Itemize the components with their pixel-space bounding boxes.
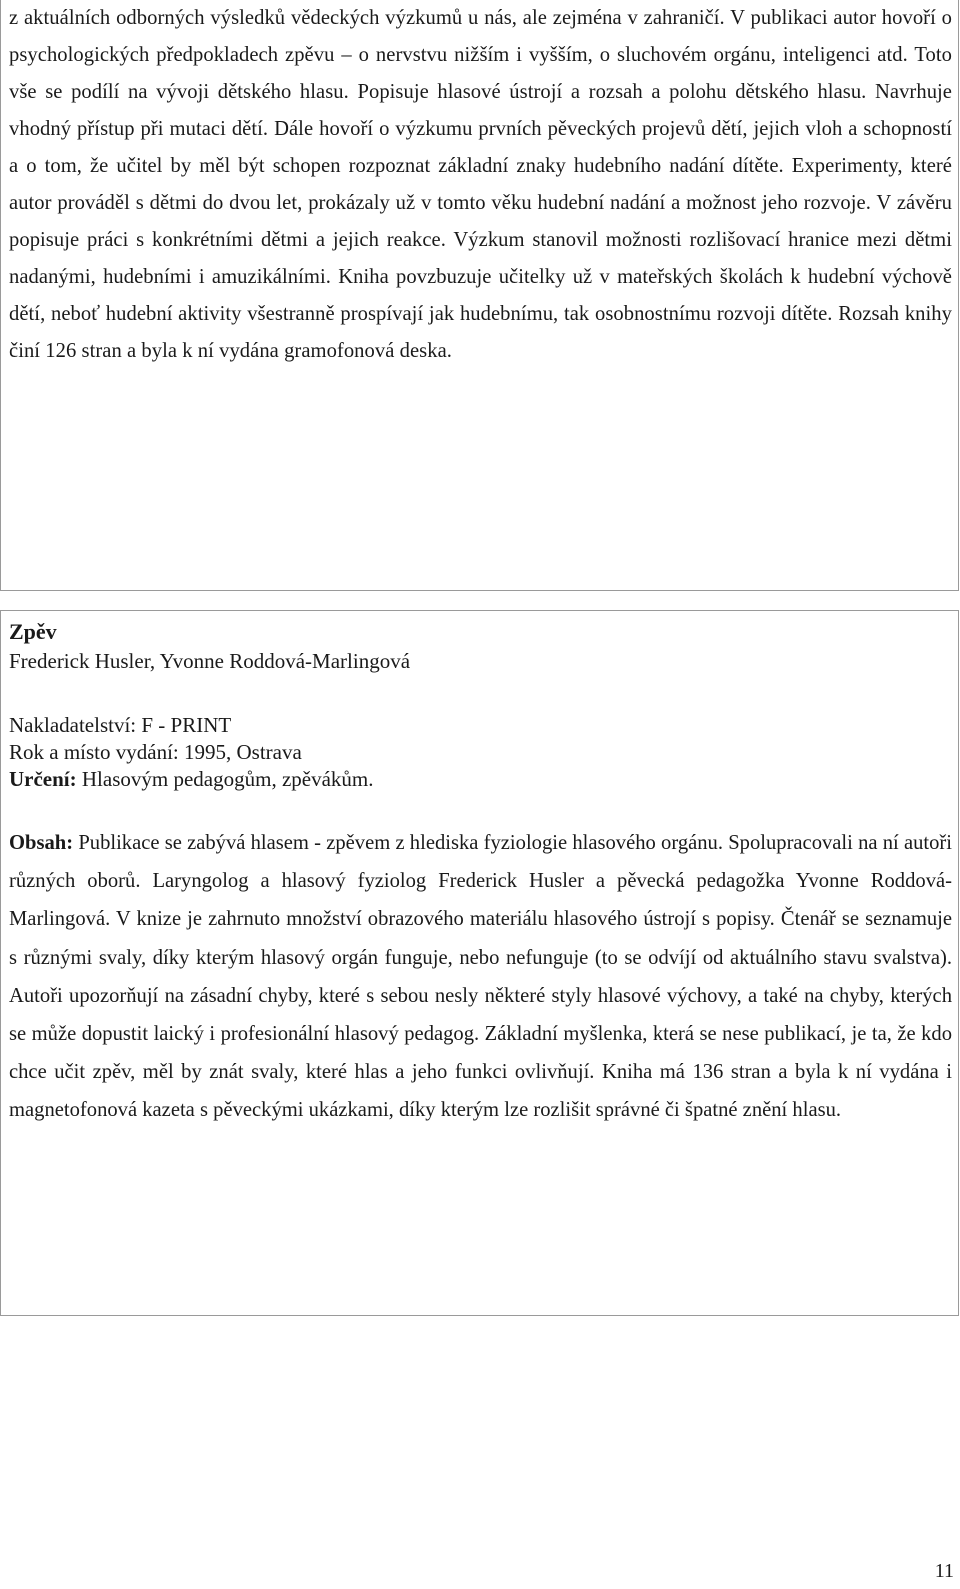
book-authors: Frederick Husler, Yvonne Roddová-Marlingová bbox=[9, 649, 411, 673]
book-review-box-1 bbox=[0, 0, 959, 591]
review-paragraph: z aktuálních odborných výsledků vědeckých výzkumů u nás, ale zejména v zahraničí. V publikaci autor hovoří o psychologických předpokladech zpěvu – o nervstvu nižším i vyšším, o sluchovém orgánu, inteligenci atd. Toto vše se podílí na vývoji dětského hlasu. Popisuje hlasové ústrojí a rozsah a polohu dětského hlasu. Navrhuje vhodný přístup při mutaci dětí. Dále hovoří o výzkumu prvních pěveckých projevů dětí, jejich vloh a schopností a o tom, že učitel by měl být schopen rozpoznat základní znaky hudebního nadání dítěte. Experimenty, které autor prováděl s dětmi do dvou let, prokázaly už v tomto věku hudební nadání a možnost jeho rozvoje. V závěru popisuje práci s konkrétními dětmi a jejich reakce. Výzkum stanovil možnosti rozlišovací hranice mezi dětmi nadanými, hudebními i amuzikálními. Kniha povzbuzuje učitelky už v mateřských školách k hudební výchově dětí, neboť hudební aktivity všestranně prospívají jak hudebnímu, tak osobnostnímu rozvoji dítěte. Rozsah knihy činí 126 stran a byla k ní vydána gramofonová deska. bbox=[9, 7, 952, 362]
book-purpose bbox=[9, 766, 374, 792]
purpose-label: Určení: bbox=[9, 767, 77, 791]
book-title: Zpěv bbox=[9, 619, 57, 644]
book-publisher: Nakladatelství: F - PRINT bbox=[9, 713, 232, 737]
content-label: Obsah: bbox=[9, 832, 74, 854]
page-number: 11 bbox=[934, 1560, 954, 1582]
book-year-place: Rok a místo vydání: 1995, Ostrava bbox=[9, 740, 302, 764]
book-review-box-2 bbox=[0, 610, 959, 1316]
book-content bbox=[9, 824, 952, 1130]
content-text: Publikace se zabývá hlasem - zpěvem z hlediska fyziologie hlasového orgánu. Spolupracovali na ní autoři různých oborů. Laryngolog a hlasový fyziolog Frederick Husler a pěvecká pedagožka Yvonne Roddová-Marlingová. V knize je zahrnuto množství obrazového materiálu hlasového ústrojí s popisy. Čtenář se seznamuje s různými svaly, díky kterým hlasový orgán funguje, nebo nefunguje (to se odvíjí od aktuálního stavu svalstva). Autoři upozorňují na zásadní chyby, které s sebou nesly některé styly hlasové výchovy, a také na chyby, kterých se může dopustit laický i profesionální hlasový pedagog. Základní myšlenka, která se nese publikací, je ta, že kdo chce učit zpěv, měl by znát svaly, které hlas a jeho funkci ovlivňují. Kniha má 136 stran a byla k ní vydána i magnetofonová kazeta s pěveckými ukázkami, díky kterým lze rozlišit správné či špatné znění hlasu. bbox=[9, 832, 952, 1122]
purpose-text: Hlasovým pedagogům, zpěvákům. bbox=[76, 767, 374, 791]
